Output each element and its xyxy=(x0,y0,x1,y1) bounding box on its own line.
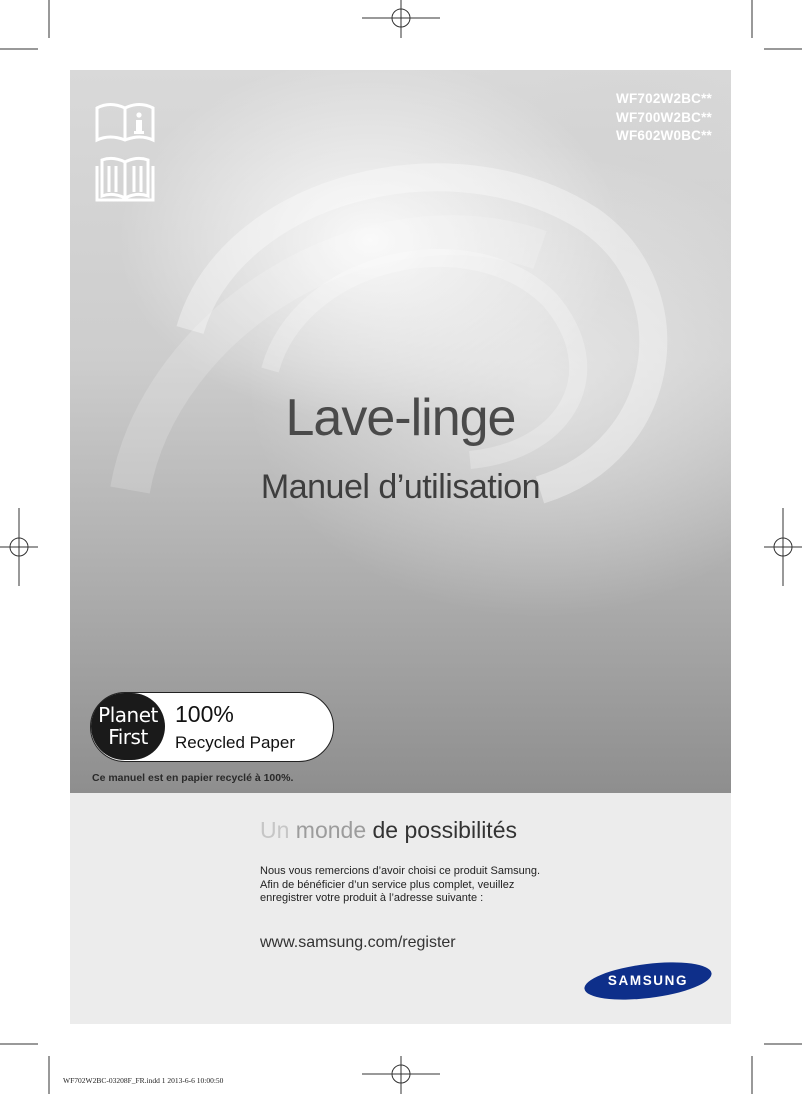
body-line: Afin de bénéficier d’un service plus complet, veuillez enregistrer votre produit à l’adresse suivante : xyxy=(260,878,515,904)
planet-first-logo xyxy=(91,693,165,760)
samsung-logo xyxy=(582,961,714,1001)
badge-line-1: Planet xyxy=(98,703,158,727)
info-manual-icon xyxy=(94,100,156,144)
tagline-part-3: de possibilités xyxy=(372,817,517,843)
body-line: Nous vous remercions d’avoir choisi ce produit Samsung. xyxy=(260,865,541,877)
badge-line-2: First xyxy=(108,725,148,749)
model-number: WF702W2BC** xyxy=(616,91,712,106)
document-title: Lave-linge xyxy=(285,389,516,447)
lower-panel xyxy=(70,793,731,1024)
model-number: WF700W2BC** xyxy=(616,109,712,125)
tagline-part-2: monde xyxy=(295,817,367,843)
thank-you-text xyxy=(260,865,550,906)
model-number: WF602W0BC** xyxy=(616,128,712,143)
recycle-note: Ce manuel est en papier recyclé à 100%. xyxy=(92,772,294,784)
document-subtitle: Manuel d’utilisation xyxy=(260,468,541,506)
print-slug: WF702W2BC-03208F_FR.indd 1 2013-6-6 10:00:50 xyxy=(63,1076,224,1085)
badge-percent: 100% xyxy=(175,701,234,727)
register-url[interactable]: www.samsung.com/register xyxy=(260,934,456,951)
cover-panel xyxy=(70,70,731,793)
open-book-icon xyxy=(94,156,156,204)
tagline-part-1: Un xyxy=(260,817,290,843)
model-numbers xyxy=(616,90,712,146)
tagline xyxy=(260,817,517,844)
samsung-wordmark: SAMSUNG xyxy=(607,973,689,988)
badge-text: Recycled Paper xyxy=(175,733,296,752)
planet-first-badge xyxy=(90,692,334,762)
